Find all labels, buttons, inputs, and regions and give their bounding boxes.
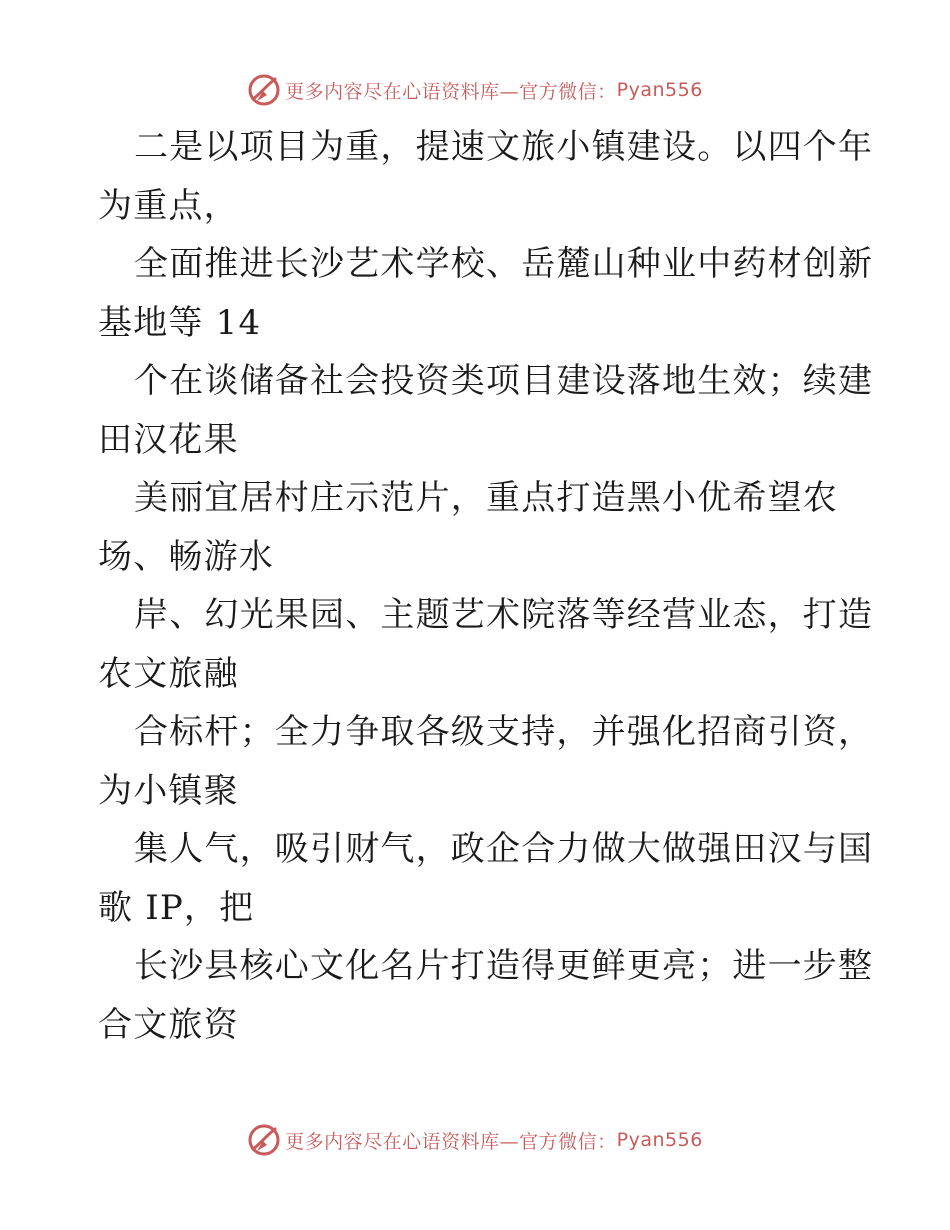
footer-watermark bbox=[0, 1120, 950, 1160]
header-watermark bbox=[0, 70, 950, 110]
text-line: 为小镇聚 bbox=[98, 770, 239, 811]
text-line: 农文旅融 bbox=[98, 653, 239, 694]
text-line: 基地等 14 bbox=[98, 302, 262, 343]
watermark-text: 更多内容尽在心语资料库—官方微信： bbox=[285, 80, 617, 103]
text-line: 个在谈储备社会投资类项目建设落地生效；续建 bbox=[134, 361, 874, 401]
text-line: 长沙县核心文化名片打造得更鲜更亮；进一步整 bbox=[134, 946, 874, 986]
text-line: 集人气，吸引财气，政企合力做大做强田汉与国 bbox=[134, 829, 874, 869]
text-line: 田汉花果 bbox=[98, 419, 239, 460]
text-line: 歌 IP，把 bbox=[98, 887, 255, 928]
text-line: 合标杆；全力争取各级支持，并强化招商引资， bbox=[134, 712, 874, 752]
text-line: 合文旅资 bbox=[98, 1004, 239, 1045]
red-circle-pen-logo-icon bbox=[247, 1123, 281, 1157]
text-line: 为重点， bbox=[98, 185, 239, 226]
watermark-contact: Pyan556 bbox=[616, 79, 703, 101]
text-line: 美丽宜居村庄示范片，重点打造黑小优希望农 bbox=[134, 478, 838, 518]
text-line: 全面推进长沙艺术学校、岳麓山种业中药材创新 bbox=[134, 244, 874, 284]
watermark-contact: Pyan556 bbox=[616, 1129, 703, 1151]
text-line: 二是以项目为重，提速文旅小镇建设。以四个年 bbox=[134, 127, 874, 167]
text-line: 场、畅游水 bbox=[98, 536, 274, 577]
red-circle-pen-logo-icon bbox=[247, 73, 281, 107]
text-line: 岸、幻光果园、主题艺术院落等经营业态，打造 bbox=[134, 595, 874, 635]
watermark-text: 更多内容尽在心语资料库—官方微信： bbox=[285, 1130, 617, 1153]
document-body bbox=[98, 118, 874, 1054]
